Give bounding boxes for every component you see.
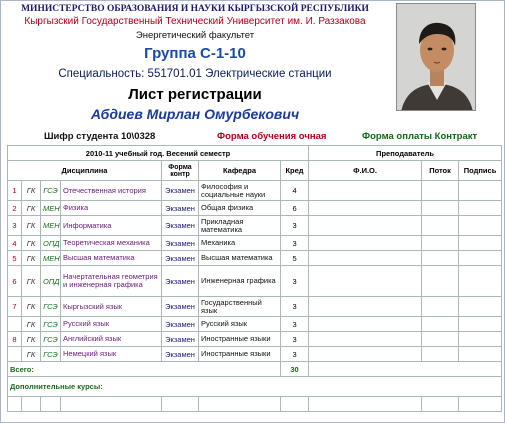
discipline-name: Высшая математика [61,251,162,266]
credits-value: 3 [281,332,309,347]
teacher-stream [422,332,459,347]
student-cipher: Шифр студента 10\0328 [44,131,156,142]
teacher-signature [459,332,502,347]
department-name: Государственный язык [199,297,281,317]
study-form: Форма обучения очная [217,131,327,142]
table-row [8,181,502,201]
discipline-type: ГК [22,236,41,251]
university-name: Кыргызский Государственный Технический Университет им. И. Раззакова [24,16,366,27]
ministry-title: МИНИСТЕРСТВО ОБРАЗОВАНИЯ И НАУКИ КЫРГЫЗСКОЙ РЕСПУБЛИКИ [21,4,369,14]
row-number: 3 [8,216,22,236]
student-photo [396,3,476,111]
teacher-fio [309,317,422,332]
discipline-type: ГК [22,297,41,317]
discipline-cycle: ГСЭ [41,297,61,317]
teacher-signature [459,297,502,317]
student-photo-image [397,4,476,111]
teacher-signature [459,251,502,266]
semester-label: 2010-11 учебный год. Весений семестр [8,146,309,161]
extra-cell [199,397,281,412]
table-row [8,251,502,266]
teacher-stream [422,297,459,317]
teacher-stream [422,266,459,297]
specialty-text: Специальность: 551701.01 Электрические станции [58,68,332,80]
credits-value: 3 [281,297,309,317]
row-number: 7 [8,297,22,317]
extra-cell [309,397,422,412]
document-title: Лист регистрации [128,86,262,103]
discipline-name: Начертательная геометрия и инженерная графика [61,266,162,297]
table-row [8,201,502,216]
extra-courses-label: Дополнительные курсы: [8,377,502,397]
department-name: Иностранные языки [199,332,281,347]
row-number: 6 [8,266,22,297]
discipline-type: ГК [22,216,41,236]
discipline-type: ГК [22,181,41,201]
extra-cell [61,397,162,412]
control-form: Экзамен [162,332,199,347]
discipline-type: ГК [22,201,41,216]
department-name: Общая физика [199,201,281,216]
department-name: Высшая математика [199,251,281,266]
teacher-signature [459,236,502,251]
teacher-stream [422,181,459,201]
teacher-signature [459,317,502,332]
credits-value: 5 [281,251,309,266]
credits-value: 3 [281,317,309,332]
credits-value: 3 [281,216,309,236]
teacher-signature [459,181,502,201]
discipline-cycle: ГСЭ [41,181,61,201]
credits-value: 3 [281,347,309,362]
discipline-cycle: ГСЭ [41,317,61,332]
discipline-cycle: МЕН [41,201,61,216]
extra-cell [22,397,41,412]
teacher-signature [459,347,502,362]
teacher-stream [422,236,459,251]
teacher-stream [422,216,459,236]
total-credits: 30 [281,362,309,377]
table-row [8,332,502,347]
discipline-name: Физика [61,201,162,216]
control-form: Экзамен [162,216,199,236]
row-number [8,317,22,332]
teacher-fio [309,251,422,266]
table-row [8,236,502,251]
semester-header-row [8,146,502,161]
discipline-name: Отечественная история [61,181,162,201]
faculty-name: Энергетический факультет [135,30,255,41]
col-fio: Ф.И.О. [309,161,422,181]
row-number: 2 [8,201,22,216]
control-form: Экзамен [162,181,199,201]
credits-value: 3 [281,266,309,297]
extra-cell [459,397,502,412]
table-row [8,266,502,297]
discipline-cycle: ОПД [41,266,61,297]
department-name: Прикладная математика [199,216,281,236]
teacher-fio [309,236,422,251]
discipline-cycle: ГСЭ [41,332,61,347]
department-name: Иностранные языки [199,347,281,362]
col-signature: Подпись [459,161,502,181]
extra-cell [8,397,22,412]
teacher-signature [459,201,502,216]
extra-courses-row [8,377,502,397]
discipline-type: ГК [22,347,41,362]
teacher-fio [309,201,422,216]
total-label: Всего: [8,362,281,377]
control-form: Экзамен [162,347,199,362]
discipline-name: Кыргызский язык [61,297,162,317]
discipline-cycle: ОПД [41,236,61,251]
extra-cell [162,397,199,412]
col-control-form: Форма контр [162,161,199,181]
control-form: Экзамен [162,317,199,332]
extra-empty-row [8,397,502,412]
teacher-fio [309,297,422,317]
teacher-fio [309,266,422,297]
discipline-type: ГК [22,251,41,266]
discipline-name: Немецкий язык [61,347,162,362]
col-department: Кафедра [199,161,281,181]
extra-cell [281,397,309,412]
teacher-fio [309,181,422,201]
department-name: Инженерная графика [199,266,281,297]
teacher-signature [459,216,502,236]
col-stream: Поток [422,161,459,181]
discipline-type: ГК [22,332,41,347]
discipline-name: Теоретическая механика [61,236,162,251]
discipline-cycle: МЕН [41,251,61,266]
teacher-signature [459,266,502,297]
teacher-stream [422,347,459,362]
col-discipline: Дисциплина [8,161,162,181]
control-form: Экзамен [162,251,199,266]
discipline-name: Английский язык [61,332,162,347]
registration-table [7,145,502,412]
column-header-row [8,161,502,181]
extra-cell [41,397,61,412]
teacher-stream [422,201,459,216]
group-title: Группа С-1-10 [144,45,246,62]
control-form: Экзамен [162,266,199,297]
payment-form: Форма оплаты Контракт [362,131,478,142]
credits-value: 6 [281,201,309,216]
row-number: 4 [8,236,22,251]
discipline-cycle: ГСЭ [41,347,61,362]
student-name: Абдиев Мирлан Омурбекович [90,106,300,122]
teacher-stream [422,251,459,266]
control-form: Экзамен [162,236,199,251]
total-empty [309,362,502,377]
department-name: Механика [199,236,281,251]
row-number [8,347,22,362]
teacher-fio [309,216,422,236]
col-credits: Кред [281,161,309,181]
department-name: Философия и социальные науки [199,181,281,201]
discipline-type: ГК [22,266,41,297]
teacher-fio [309,347,422,362]
row-number: 5 [8,251,22,266]
teacher-fio [309,332,422,347]
discipline-cycle: МЕН [41,216,61,236]
table-row [8,347,502,362]
table-row [8,297,502,317]
row-number: 1 [8,181,22,201]
table-row [8,216,502,236]
discipline-name: Информатика [61,216,162,236]
control-form: Экзамен [162,297,199,317]
discipline-type: ГК [22,317,41,332]
credits-value: 3 [281,236,309,251]
extra-cell [422,397,459,412]
teacher-stream [422,317,459,332]
department-name: Русский язык [199,317,281,332]
total-row [8,362,502,377]
discipline-name: Русский язык [61,317,162,332]
control-form: Экзамен [162,201,199,216]
row-number: 8 [8,332,22,347]
table-row [8,317,502,332]
credits-value: 4 [281,181,309,201]
teacher-header: Преподаватель [309,146,502,161]
